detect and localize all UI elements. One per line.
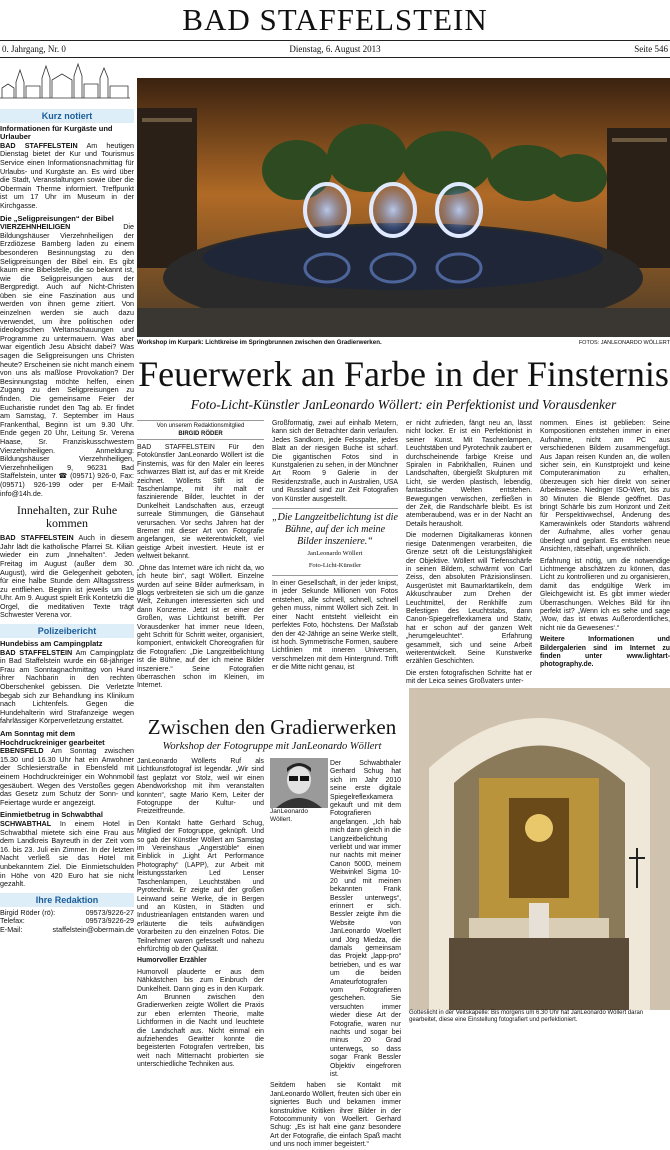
sidebar: [0, 58, 134, 1024]
town-skyline-icon: [0, 60, 130, 100]
police-body: SCHWABTHAL In einem Hotel in Schwabthal mietete sich eine Frau aus dem Landkreis Bayreuth in der Zeit vom 16. bis 23. Juli ein Zimmer. In der letzten Nacht verließ sie das Hotel mit unbekanntem Ziel. Die Einmietschulden in Höhe von 420 Euro hat sie nicht gezahlt.: [0, 818, 135, 889]
police-body: BAD STAFFELSTEIN Am Campingplatz in Bad Staffelstein wurde ein 68-jähriger Frau am Sonntagnachmittag von Hund ihrer Nachbarin in den rechten Oberschenkel gebissen. Die Verletzte begab sich zur Behandlung ins Klinikum nach Lichtenfels. Gegen die Hundehalterin wird Strafanzeige wegen fahrlässiger Körperverletzung erstattet.: [0, 647, 134, 726]
headline: Feuerwerk an Farbe in der Finsternis: [138, 354, 669, 394]
photo-credit: FOTOS: JANLEONARDO WÖLLERT: [578, 340, 670, 346]
headline: Zwischen den Gradierwerken: [147, 715, 397, 739]
paragraph: In einer Gesellschaft, in der jeder knipst, in jeder Sekunde Millionen von Fotos entstehen, alle schnell, schnell, schnell gehen muss, nimmt Wöllert sich Zeit. In einer Nacht entsteht vielleicht ein perfektes Foto, höchstens. Der Maßstab den der 42-Jährige an seine Werke stellt, ist hoch. Symmetrische Formen, saubere Lichtlinien mit inneren Universen, verschmelzen mit dem Hintergrund. Trifft er die Mitte nicht genau, ist: [272, 580, 398, 672]
paragraph: er nicht zufrieden, fängt neu an, lässt nicht locker. Er ist ein Perfektionist in seiner Kunst. Mit Taschenlampen, Leuchtstäben und Pyrotechnik zaubert er durchscheinende farbige Kreise und Spiralen in Fabrikhallen, Ruinen und Landschaften, übergießt Skulpturen mit Licht, sie werden plastisch, lebendig, fantastische Welten entstehen. Bewegungen verwischen, zerfließen in der Zeit, die Randschärfe bleibt. Es ist atemberaubend, was er in der Nacht an Details herausholt.: [406, 420, 532, 528]
paragraph: Humorvoll plauderte er aus dem Nähkästchen bis zum Einbruch der Dunkelheit. Dann ging es in den Kurpark. Am Brunnen zwischen den Gradierwerken zeigte Wöllert die Praxis zur eben erlernten Theorie, malte Lichtformen in die Nacht und leuchtete die Landschaft aus. Nicht einmal ein aufziehendes Gewitter konnte die begeisterten Fotografen vertreiben, bis weit nach Mitternacht probierten sie unterschiedliche Techniken aus.: [137, 968, 264, 1069]
contact-row: Telefax: 09573/9226-29: [0, 916, 134, 926]
paragraph: JanLeonardo Wöllerts Ruf als Lichtkunstfotograf ist legendär. „Wir sind fast geplatzt vor Stolz, weil wir einen Abendworkshop mit ihm veranstalten konnten“, sagte Mario Kern, Leiter der Fotogruppe der Kultur- und Freizeitfreunde.: [137, 758, 264, 816]
paragraph: Seitdem haben sie Kontakt mit JanLeonardo Wöllert, freuten sich über ein signiertes Buch und bekamen immer konstruktive Kritiken ihrer Bilder in der Fotocommunity von Woellert. Gerhard Schug: „Es ist halt eine ganz besondere Art der Fotografie, die einfach Spaß macht und uns noch immer begeistert.“: [270, 1082, 401, 1149]
paragraph: Die ersten fotografischen Schritte hat er mit der Leica seines Großvaters unter-: [406, 669, 532, 686]
article-column: [270, 760, 401, 1149]
masthead: BAD STAFFELSTEIN: [182, 2, 488, 37]
photo-caption: Gotteslicht in der Veitskapelle: Bis morgens um 6.30 Uhr hat JanLeonardo Wöllert daran gearbeitet, diese eine Einstellung fotografiert und perfektioniert.: [409, 1010, 644, 1023]
article-column: [406, 420, 532, 686]
notice-headline: Innehalten, zur Ruhe kommen: [16, 503, 118, 531]
notice-body: VIERZEHNHEILIGEN Die Bildungshäuser Vierzehnheiligen der Erzdiözese Bamberg laden zu einem besonderen Besinnungstag zu den Seligpreisungen der Bibel ein. Es gibt kaum eine Bibelstelle, die so bekannt ist, wie die Seligpreisungen aus der Bergpredigt. Auch auf Nicht-Christen üben sie eine Faszination aus und werden von ihnen gerne zitiert. Von einzelnen werden sie auch dazu verwendet, um ihre politischen oder ideologischen Weltanschauungen und Programme zu untermauern. Was aber war eigentlich Jesu Absicht dabei? Was sagen die Seligpreisungen uns Christen heute? Erscheinen sie nicht manch einem von uns als maßlose Provokation? Der Besinnungstag möchte helfen, einen Zugang zu den Seligpreisungen zu finden. Die gemeinsame Feier der Eucharistie rundet den Tag ab. Er findet am Samstag, 7. September im Haus Frankenthal, Beginn ist um 9.30 Uhr. Ende gegen 20 Uhr, Leitung Sr. Verena Haase, Sr. Franziskusschwestern Vierzehnheiligen. Anmeldung: Bildungshäuser Vierzehnheiligen, Vierzehnheiligen 9, 96231 Bad Staffelstein, unter ☎ (09571) 926-0, Fax: (09571) 926-199 oder per E-Mail: info@14h.de.: [0, 222, 134, 498]
article-column: [540, 420, 670, 686]
notice-body: BAD STAFFELSTEIN Auch in diesem Jahr lädt die katholische Pfarrei St. Kilian wieder ein zum „Innehalten“. Jeden Freitag im August (außer dem 30. August), wird die Gelegenheit geboten, für eine halbe Stunde dem Alltagsstress zu entfliehen. Beginn ist jeweils um 19 Uhr. Am 9. August spielt Erik Kontetzki die Orgel, die meditativen Texte trägt Schwester Verena vor.: [0, 533, 134, 620]
police-body: EBENSFELD Am Sonntag zwischen 15.30 und 16.30 Uhr hat ein Anwohner der Schlesierstraße in Ebensfeld mit einem Hochdruckreiniger ein Wohnmobil gesäubert. Wegen des Verstoßes gegen das Gesetz zum Schutz der Sonn- und Feiertage wurde er angezeigt.: [0, 746, 134, 807]
chapel-photo: [409, 688, 670, 1010]
edition-info: 0. Jahrgang, Nr. 0: [2, 44, 66, 54]
paragraph: Die modernen Digitalkameras können riesige Datenmengen verarbeiten, die Grenze setzt oft die Leistungsfähigkeit der Objektive. Wöllert will Tiefenschärfe in seinen Bildern, schwärmt von Carl Zeiss, den absoluten Präzisionslinsen. Ausgerüstet mit Baumarktartikeln, dem Akkuschrauber zum Drehen der Leuchtmittel, der Renkhilfe zum Befestigen des Leuchtstabs, dann Canon-Spiegelreflexkamera und Stativ, hat er schon auf der ganzen Welt „herumgeleuchtet“. Erfahrung gesammelt, sich und seine Arbeit weiterentwickelt. Seine Kunstwerke erzählen Geschichten.: [406, 532, 532, 666]
paragraph: Weitere Informationen und Bildergalerien sind im Internet zu finden unter www.lightart-photography.de.: [540, 636, 670, 669]
paragraph: Erfahrung ist nötig, um die notwendige Lichtmenge abschätzen zu können, das Licht zu kontrollieren und zu organisieren, damit das endgültige Werk im Gleichgewicht ist. Es gibt immer wieder Überraschungen. Welches Bild für ihn perfekt ist? „Wenn ich es sehe und sage ‚Wow, das ist etwas Außerordentliches, nicht nie da Gewesenes‘.“: [540, 557, 670, 632]
issue-date: Dienstag, 6. August 2013: [289, 44, 381, 54]
chapel-interior-image: [409, 688, 670, 1010]
police-title: Einmietbetrug in Schwabthal: [0, 810, 103, 820]
contact-row: Birgid Röder (rö): 09573/9226-27: [0, 907, 134, 917]
police-title: Hundebiss am Campingplatz: [0, 639, 103, 649]
paragraph: „Ohne das Internet wäre ich nicht da, wo ich heute bin“, sagt Wöllert. Einzelne wurden auf seine Bilder aufmerksam, in Blogs verbreiteten sie sich um die ganze Welt, Zeitungen interessierten sich und dann Konzerne. Jetzt ist er einer der Großen, was Lichtkunst betrifft. Per Vorausdenker hat immer neue Ideen, geht Schritt für Schritt weiter, organisiert, komponiert, entwickelt Choreografien für die Fotografien: „Die Langzeitbelichtung ist die Bühne, auf der ich meine Bilder inszeniere.“ Seine Fotografien überraschen schon im Kleinen, im Internet.: [137, 564, 264, 690]
portrait-caption: JanLeonardo Wöllert.: [270, 808, 308, 823]
notice-title: Informationen für Kurgäste und Urlauber: [0, 123, 113, 142]
page-number: Seite 546: [634, 44, 668, 54]
paragraph: Großformatig, zwei auf einhalb Metern, kann sich der Betrachter darin verlaufen. Jedes Sandkorn, jede Felsspalte, jedes Blatt an der riesigen Buche ist scharf. Die gigantischen Fotos sind in Kunstgalerien zu sehen, in der Münchner Art Room 9 Galerie in der Residenzstraße, auch in Australien, USA und Russland sind zur Zeit Fotografien von Künstler ausgestellt.: [272, 420, 398, 503]
section-kurz-notiert: Kurz notiert: [0, 109, 134, 123]
paragraph: Den Kontakt hatte Gerhard Schug, Mitglied der Fotogruppe, geknüpft. Und so gab der Künstler Wöllert am Samstag im Vereinshaus „Angerstüble“ einen Einblick in „Light Art Performance Photography“ (LAPP), zur Arbeit mit leistungsstarken Led Lenser Taschenlampen, Leuchtstäben und Pyrotechnik. Er zeigte auf der großen Leinwand seine Werke, die in Bergen und an Küsten, in Städten und Industrieanlagen entstanden waren und erläuterte die teils aufwändigen Vorarbeiten zu den einzelnen Fotos. Die Teilnehmer waren gefesselt und nahezu ehrfürchtig ob der Qualität.: [137, 819, 264, 953]
contact-row: E-Mail: staffelstein@obermain.de: [0, 924, 134, 934]
article-column: [137, 420, 264, 712]
paragraph: nommen. Eines ist geblieben: Seine Kompositionen entstehen immer in einer Aufnahme, nicht am PC aus verschiedenen Bildern zusammengefügt. Aus Japan reisen Kunden an, die wollen sicher sein, ein Kunstprojekt und keine Computeranimation zu erhalten, überzeugen sich hier direkt von seiner Arbeitsweise. Niedriger ISO-Wert, bis zu 30 Minuten die Blende geöffnet. Das bringt Schärfe bis zum Horizont und Zeit für Perspektivwechsel, Änderung des Kamerawinkels oder Standorts während der Aufnahme, alles vorher genau überlegt und geplant. Es entstehen neue Ansichten, rätselhaft, ungewöhnlich.: [540, 420, 670, 554]
subheadline: Workshop der Fotogruppe mit JanLeonardo Wöllert: [162, 741, 382, 752]
paragraph: BAD STAFFELSTEIN Für den Fotokünstler JanLeonardo Wöllert ist die Finsternis, was für den Maler ein leeres schwarzes Blatt ist, auf das er mit Kreide zeichnet. Wöllerts Stift ist die Taschenlampe, mit ihr malt er faszinierende Bilder, leuchtet in der Dunkelheit Landschaften aus, erzeugt surreale Stimmungen, die Gänsehaut verursachen. Vor sechs Jahren hat der Bremer mit dieser Art von Fotografie angefangen, sie weiterentwickelt, viel geistige Arbeit investiert. Heute ist er weltweit bekannt.: [137, 444, 264, 561]
article-column: [137, 758, 264, 1069]
police-title: Am Sonntag mit dem Hochdruckreiniger gearbeitet: [0, 729, 105, 747]
section-polizeibericht: Polizeibericht: [0, 624, 134, 638]
byline: Von unserem Redaktionsmitglied BIRGID RÖDER: [137, 420, 264, 440]
subheadline: Foto-Licht-Künstler JanLeonardo Wöllert: ein Perfektionist und Vorausdenker: [190, 397, 617, 412]
article-column: [272, 420, 398, 712]
pull-quote: „Die Langzeitbelichtung ist die Bühne, auf der ich meine Bilder inszeniere.“ JanLeonardo Wöllert Foto-Licht-Künstler: [272, 508, 398, 576]
subheading: Humorvoller Erzähler: [137, 957, 207, 965]
kurpark-photo: [137, 78, 670, 337]
notice-title: Die „Seligpreisungen“ der Bibel: [0, 213, 114, 223]
notice-body: BAD STAFFELSTEIN Am heutigen Dienstag bietet der Kur und Tourismus Service einen Informationsnachmittag für Urlaubs- und Kurgäste an. Es wird über die Stadt, Veranstaltungen sowie über die Obermain Therme informiert. Treffpunkt ist um 17 Uhr im Museum in der Kirchgasse.: [0, 140, 134, 210]
photo-caption: Workshop im Kurpark: Lichtkreise im Springbrunnen zwischen den Gradierwerken. FOTOS: JANLEONARDO WÖLLERT: [137, 339, 670, 346]
fountain-light-circles-image: [137, 78, 670, 337]
section-redaktion: Ihre Redaktion: [0, 893, 134, 907]
paragraph: Der Schwabthaler Gerhard Schug hat sich im Jahr 2010 seine erste digitale Spiegelreflexkamera gekauft und mit dem Fotografieren angefangen. „Ich hab mich dann gleich in die Langzeitbelichtung verliebt und war immer nur nachts mit meiner Canon 500D, meinem Weitwinkel Sigma 10-20 und mit meinen bekannten Frank Bessler unterwegs“, erinnert er sich. Bessler zeigte ihm die Website von JanLeonardo Woellert und Jörg Miedza, die damals gemeinsam das Projekt „lapp-pro“ betrieben, und es war um die beiden Amateurfotografen vom Fotografieren geschehen. Sie versuchten immer wieder diese Art der Fotografie, waren nur nachts und sogar bei minus 20 Grad unterwegs, so dass sogar Frank Bessler Objektiv eingefroren ist.: [330, 760, 401, 1079]
dateline: [0, 40, 670, 58]
